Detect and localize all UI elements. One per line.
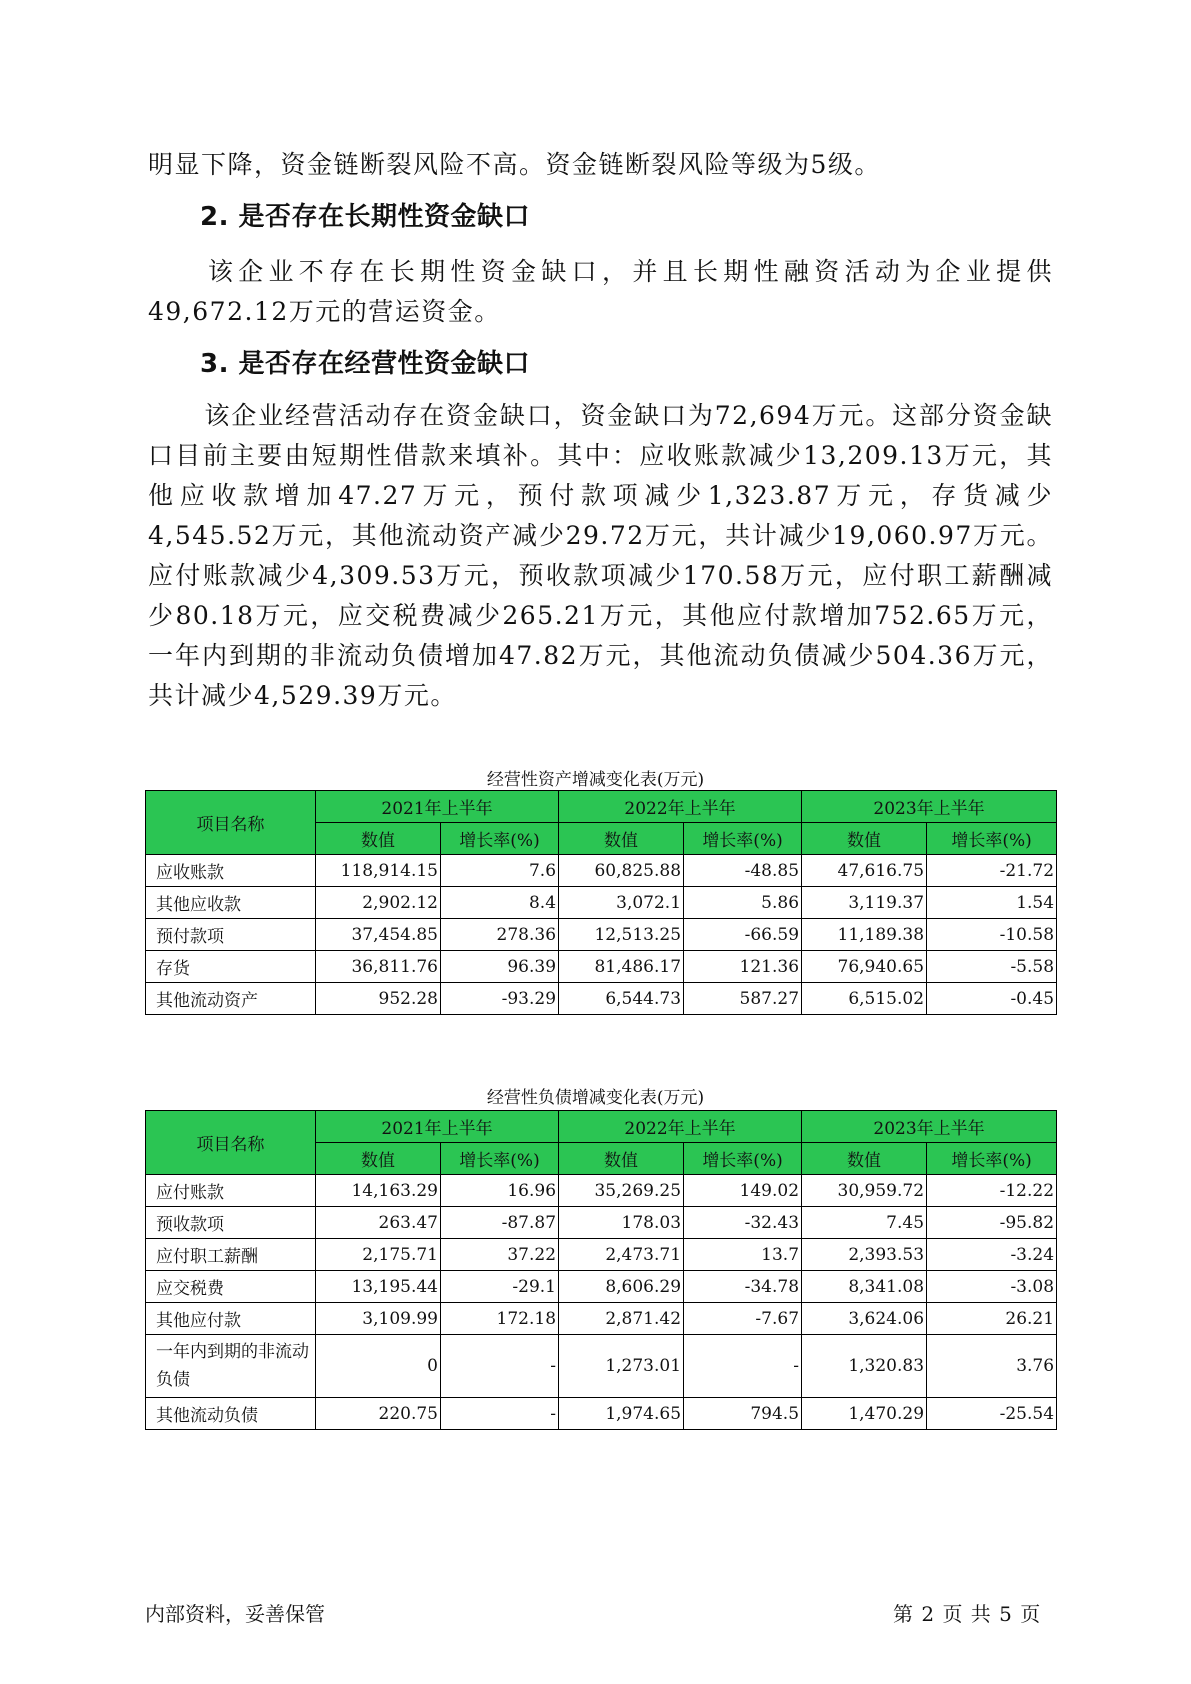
cell: 1,470.29: [802, 1398, 927, 1430]
section-2-body-text: 该企业不存在长期性资金缺口，并且长期性融资活动为企业提供49,672.12万元的营运资金。: [148, 257, 1053, 326]
cell: 16.96: [441, 1175, 559, 1207]
liability-table-title: 经营性负债增减变化表(万元): [486, 1088, 705, 1108]
value-header: 数值: [802, 823, 927, 855]
cell: 1,320.83: [802, 1335, 927, 1398]
table-row: [146, 983, 1057, 1015]
cell: 8,341.08: [802, 1271, 927, 1303]
cell: 3,624.06: [802, 1303, 927, 1335]
cell: 36,811.76: [316, 951, 441, 983]
cell: -34.78: [684, 1271, 802, 1303]
cell: 118,914.15: [316, 855, 441, 887]
value-header: 数值: [316, 1143, 441, 1175]
cell: 2,393.53: [802, 1239, 927, 1271]
cell: 7.6: [441, 855, 559, 887]
row-name: 其他流动资产: [146, 983, 316, 1015]
cell: 81,486.17: [559, 951, 684, 983]
growth-header: 增长率(%): [927, 823, 1057, 855]
cell: 2,871.42: [559, 1303, 684, 1335]
cell: 11,189.38: [802, 919, 927, 951]
cell: -21.72: [927, 855, 1057, 887]
cell: 13,195.44: [316, 1271, 441, 1303]
table-row: [146, 1398, 1057, 1430]
cell: 794.5: [684, 1398, 802, 1430]
cell: 37.22: [441, 1239, 559, 1271]
cell: 8,606.29: [559, 1271, 684, 1303]
page-number: 第 2 页 共 5 页: [893, 1602, 1042, 1626]
cell: 6,515.02: [802, 983, 927, 1015]
cell: 172.18: [441, 1303, 559, 1335]
cell: 12,513.25: [559, 919, 684, 951]
table-row: [146, 887, 1057, 919]
period-header: 2023年上半年: [802, 1111, 1057, 1143]
cell: -66.59: [684, 919, 802, 951]
row-name: 应付职工薪酬: [146, 1239, 316, 1271]
period-header: 2021年上半年: [316, 791, 559, 823]
growth-header: 增长率(%): [684, 823, 802, 855]
cell: 1,273.01: [559, 1335, 684, 1398]
cell: 1.54: [927, 887, 1057, 919]
period-header: 2022年上半年: [559, 1111, 802, 1143]
cell: -10.58: [927, 919, 1057, 951]
cell: -25.54: [927, 1398, 1057, 1430]
row-name: 其他流动负债: [146, 1398, 316, 1430]
value-header: 数值: [559, 823, 684, 855]
name-header: 项目名称: [146, 1111, 316, 1175]
cell: 26.21: [927, 1303, 1057, 1335]
row-name: 应收账款: [146, 855, 316, 887]
cell: 587.27: [684, 983, 802, 1015]
footer-confidential-note: 内部资料，妥善保管: [145, 1602, 325, 1626]
cell: 278.36: [441, 919, 559, 951]
table-row: [146, 1303, 1057, 1335]
row-name: 预付款项: [146, 919, 316, 951]
cell: -93.29: [441, 983, 559, 1015]
cell: -29.1: [441, 1271, 559, 1303]
section-2-body: [148, 252, 1053, 332]
cell: -0.45: [927, 983, 1057, 1015]
cell: -87.87: [441, 1207, 559, 1239]
row-name: 存货: [146, 951, 316, 983]
cell: 263.47: [316, 1207, 441, 1239]
value-header: 数值: [802, 1143, 927, 1175]
cell: 76,940.65: [802, 951, 927, 983]
row-name: 一年内到期的非流动负债: [146, 1335, 316, 1398]
cell: -32.43: [684, 1207, 802, 1239]
cell: -48.85: [684, 855, 802, 887]
cell: 30,959.72: [802, 1175, 927, 1207]
table-row: [146, 1335, 1057, 1398]
table-row: [146, 855, 1057, 887]
cell: 2,902.12: [316, 887, 441, 919]
cell: -7.67: [684, 1303, 802, 1335]
growth-header: 增长率(%): [441, 1143, 559, 1175]
table-row: [146, 1271, 1057, 1303]
section-3-body: [148, 396, 1053, 716]
row-name: 其他应付款: [146, 1303, 316, 1335]
cell: 121.36: [684, 951, 802, 983]
cell: 60,825.88: [559, 855, 684, 887]
cell: -12.22: [927, 1175, 1057, 1207]
cell: -5.58: [927, 951, 1057, 983]
table-row: [146, 1207, 1057, 1239]
cell: 7.45: [802, 1207, 927, 1239]
cell: 5.86: [684, 887, 802, 919]
cell: 3.76: [927, 1335, 1057, 1398]
row-name: 其他应收款: [146, 887, 316, 919]
cell: 952.28: [316, 983, 441, 1015]
cell: 47,616.75: [802, 855, 927, 887]
period-header: 2022年上半年: [559, 791, 802, 823]
row-name: 应交税费: [146, 1271, 316, 1303]
liability-change-table: [145, 1110, 1057, 1430]
table-row: [146, 1239, 1057, 1271]
period-header: 2021年上半年: [316, 1111, 559, 1143]
section-3-body-text: 该企业经营活动存在资金缺口，资金缺口为72,694万元。这部分资金缺口目前主要由短期性借款来填补。其中：应收账款减少13,209.13万元，其他应收款增加47.27万元，预付款项减少1,323.87万元，存货减少4,545.52万元，其他流动资产减少29.72万元，共计减少19,060.97万元。应付账款减少4,309.53万元，预收款项减少170.58万元，应付职工薪酬减少80.18万元，应交税费减少265.21万元，其他应付款增加752.65万元，一年内到期的非流动负债增加47.82万元，其他流动负债减少504.36万元，共计减少4,529.39万元。: [148, 401, 1053, 710]
cell: 1,974.65: [559, 1398, 684, 1430]
table-row: [146, 1175, 1057, 1207]
cell: 3,119.37: [802, 887, 927, 919]
intro-paragraph: 明显下降，资金链断裂风险不高。资金链断裂风险等级为5级。: [148, 150, 881, 179]
cell: 14,163.29: [316, 1175, 441, 1207]
asset-change-table: [145, 790, 1057, 1015]
value-header: 数值: [559, 1143, 684, 1175]
cell: 35,269.25: [559, 1175, 684, 1207]
cell: 3,109.99: [316, 1303, 441, 1335]
cell: 3,072.1: [559, 887, 684, 919]
value-header: 数值: [316, 823, 441, 855]
cell: -95.82: [927, 1207, 1057, 1239]
cell: -3.08: [927, 1271, 1057, 1303]
row-name: 预收款项: [146, 1207, 316, 1239]
period-header: 2023年上半年: [802, 791, 1057, 823]
section-3-heading: 3. 是否存在经营性资金缺口: [200, 349, 531, 379]
cell: -: [441, 1335, 559, 1398]
cell: 2,473.71: [559, 1239, 684, 1271]
cell: -3.24: [927, 1239, 1057, 1271]
cell: 37,454.85: [316, 919, 441, 951]
growth-header: 增长率(%): [927, 1143, 1057, 1175]
name-header: 项目名称: [146, 791, 316, 855]
table-row: [146, 919, 1057, 951]
cell: -: [441, 1398, 559, 1430]
cell: 8.4: [441, 887, 559, 919]
cell: 0: [316, 1335, 441, 1398]
cell: -: [684, 1335, 802, 1398]
cell: 178.03: [559, 1207, 684, 1239]
asset-table-title: 经营性资产增减变化表(万元): [486, 770, 705, 790]
row-name: 应付账款: [146, 1175, 316, 1207]
cell: 13.7: [684, 1239, 802, 1271]
cell: 149.02: [684, 1175, 802, 1207]
cell: 2,175.71: [316, 1239, 441, 1271]
section-2-heading: 2. 是否存在长期性资金缺口: [200, 202, 531, 232]
cell: 6,544.73: [559, 983, 684, 1015]
table-row: [146, 951, 1057, 983]
growth-header: 增长率(%): [441, 823, 559, 855]
growth-header: 增长率(%): [684, 1143, 802, 1175]
cell: 96.39: [441, 951, 559, 983]
cell: 220.75: [316, 1398, 441, 1430]
